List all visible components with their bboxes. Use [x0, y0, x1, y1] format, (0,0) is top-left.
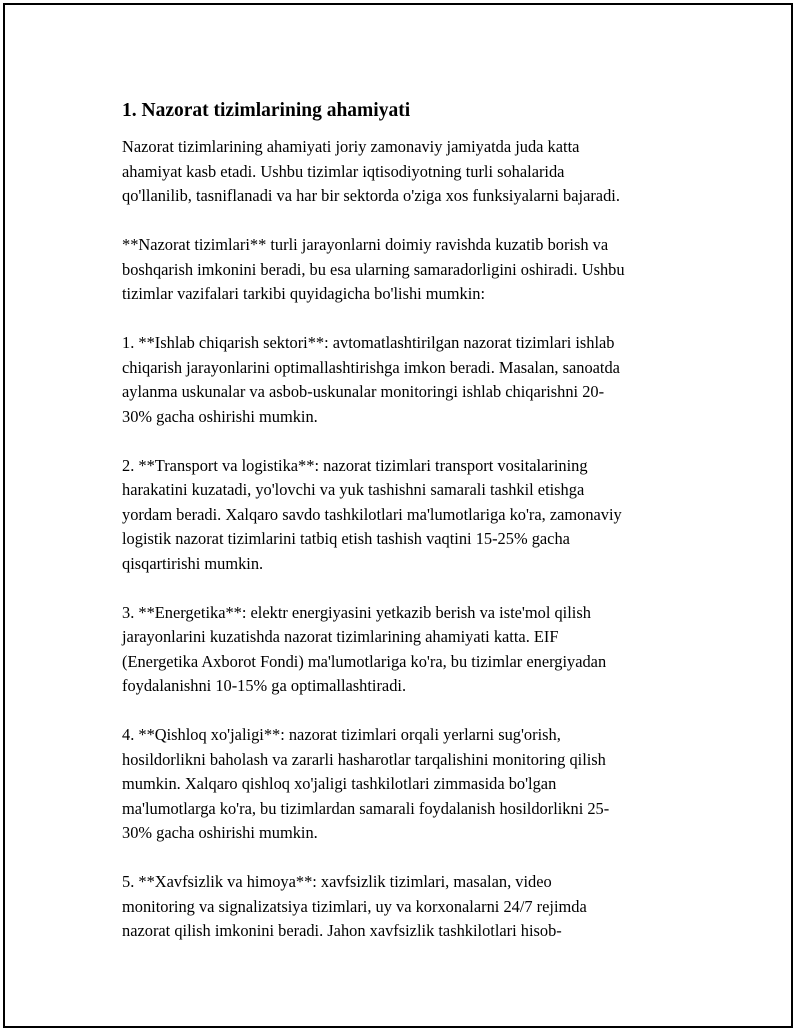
document-body	[122, 97, 702, 968]
paragraph-control-systems: **Nazorat tizimlari** turli jarayonlarni doimiy ravishda kuzatib borish va boshqarish imkonini beradi, bu esa ularning samaradorligini oshiradi. Ushbu tizimlar vazifalari tarkibi quyidagicha bo'lishi mumkin:	[122, 235, 625, 303]
paragraph-manufacturing: 1. **Ishlab chiqarish sektori**: avtomatlashtirilgan nazorat tizimlari ishlab chiqarish jarayonlarini optimallashtirishga imkon beradi. Masalan, sanoatda aylanma uskunalar va asbob-uskunalar monitoringi ishlab chiqarishni 20- 30% gacha oshirishi mumkin.	[122, 333, 620, 426]
page-frame	[3, 3, 793, 1028]
paragraph-security: 5. **Xavfsizlik va himoya**: xavfsizlik tizimlari, masalan, video monitoring va signalizatsiya tizimlari, uy va korxonalarni 24/7 rejimda nazorat qilish imkonini beradi. Jahon xavfsizlik tashkilotlari hisob-	[122, 872, 587, 940]
paragraph-energy: 3. **Energetika**: elektr energiyasini yetkazib berish va iste'mol qilish jarayonlarini kuzatishda nazorat tizimlarining ahamiyati katta. EIF (Energetika Axborot Fondi) ma'lumotlariga ko'ra, bu tizimlar energiyadan foydalanishni 10-15% ga optimallashtiradi.	[122, 602, 607, 695]
paragraph-transport: 2. **Transport va logistika**: nazorat tizimlari transport vositalarining harakatini kuzatadi, yo'lovchi va yuk tashishni samarali tashkil etishga yordam beradi. Xalqaro savdo tashkilotlari ma'lumotlariga ko'ra, zamonaviy logistik nazorat tizimlarini tatbiq etish tashish vaqtini 15-25% gacha qisqartirishi mumkin.	[122, 455, 622, 573]
section-title: 1. Nazorat tizimlarining ahamiyati	[122, 100, 411, 121]
paragraph-agriculture: 4. **Qishloq xo'jaligi**: nazorat tizimlari orqali yerlarni sug'orish, hosildorlikni baholash va zararli hasharotlar tarqalishini monitoring qilish mumkin. Xalqaro qishloq xo'jaligi tashkilotlari zimmasida bo'lgan ma'lumotlarga ko'ra, bu tizimlardan samarali foydalanish hosildorlikni 25- 30% gacha oshirishi mumkin.	[122, 725, 610, 842]
paragraph-intro: Nazorat tizimlarining ahamiyati joriy zamonaviy jamiyatda juda katta ahamiyat kasb etadi. Ushbu tizimlar iqtisodiyotning turli sohalarida qo'llanilib, tasniflanadi va har bir sektorda o'ziga xos funksiyalarni bajaradi.	[122, 137, 620, 205]
